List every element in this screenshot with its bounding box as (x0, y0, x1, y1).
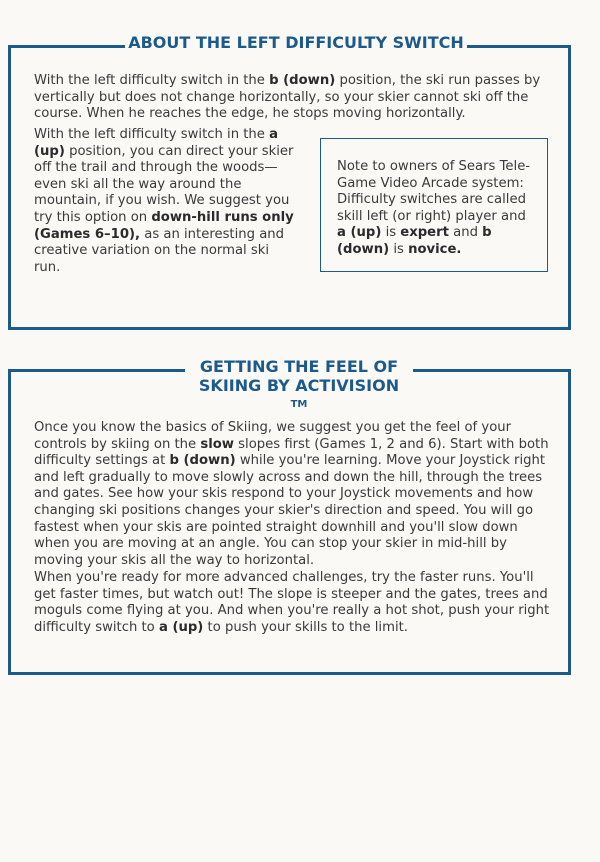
text-run: to push your skills to the limit. (203, 619, 408, 635)
text-run: position, the ski run passes by vertically but does not change horizontally, so your skier cannot ski off the course. When he reaches the edge, he stops moving horizontally. (34, 73, 541, 122)
text-run: With the left difficulty switch in the (34, 73, 270, 88)
text-run: is (389, 241, 409, 257)
text-run: is (381, 225, 401, 241)
sears-note-box (320, 138, 548, 272)
feel-title-line1: GETTING THE FEEL OF (199, 357, 399, 376)
feel-title-line2: SKIING BY ACTIVISION TM (198, 376, 400, 410)
text-run: Note to owners of Sears Tele-Game Video Arcade system: Difficulty switches are called skill left (or right) player and (337, 159, 531, 224)
feel-paragraph-2 (34, 570, 554, 636)
text-run: slopes first (Games 1, 2 and 6). Start with both difficulty settings at (34, 436, 549, 469)
text-run: Once you know the basics of Skiing, we suggest you get the feel of your controls by skiing on the (34, 420, 512, 452)
bold-term: slow (200, 436, 234, 452)
bold-term: novice. (408, 241, 462, 257)
difficulty-switch-title: ABOUT THE LEFT DIFFICULTY SWITCH (125, 33, 467, 52)
bold-term: b (down) (337, 225, 492, 257)
difficulty-down-paragraph (34, 73, 554, 123)
text-run: and (448, 225, 483, 241)
text-run: position, you can direct your skier off the trail and through the woods—even ski all the way around the mountain, if you wish. We suggest you try this option on (34, 143, 294, 225)
text-run: as an interesting and creative variation on the normal ski run. (34, 226, 285, 275)
text-run: When you're ready for more advanced challenges, try the faster runs. You'll get faster times, but watch out! The slope is steeper and the gates, trees and moguls come flying at you. And when you're really a hot shot, push your right difficulty switch to (34, 570, 550, 635)
feel-of-skiing-title (185, 357, 413, 414)
trademark-mark: TM (290, 399, 308, 410)
feel-paragraph-1 (34, 420, 554, 569)
text-run: With the left difficulty switch in the (34, 127, 270, 142)
bold-term: a (up) (34, 127, 278, 159)
bold-term: down-hill runs only (Games 6–10), (34, 209, 294, 242)
text-run: while you're learning. Move your Joystick right and left gradually to move slowly across and down the hill, through the trees and gates. See how your skis respond to your Joystick movements and how changing ski positions changes your skier's direction and speed. You will go fastest when your skis are pointed straight downhill and you'll slow down when you are moving at an angle. You can stop your skier in mid-hill by moving your skis all the way to horizontal. (34, 453, 546, 568)
sears-note-text (337, 159, 530, 257)
difficulty-up-paragraph (34, 127, 296, 276)
bold-term: expert (400, 225, 449, 241)
bold-term: a (up) (337, 225, 382, 241)
bold-term: b (down) (169, 453, 236, 469)
bold-term: a (up) (158, 619, 204, 635)
bold-term: b (down) (269, 73, 336, 88)
